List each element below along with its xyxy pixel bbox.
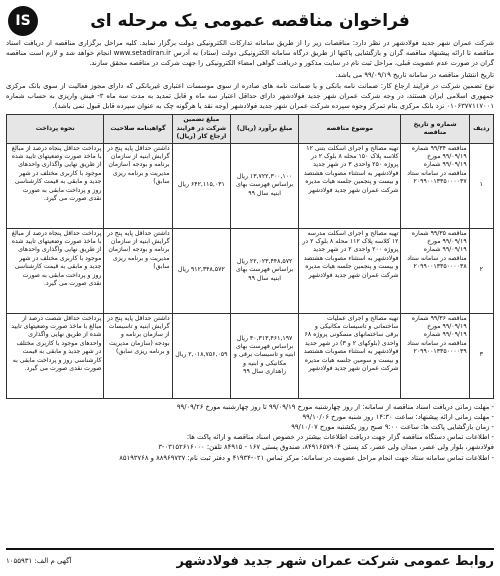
col-header-row-number: ردیف (469, 115, 493, 143)
estimate-amount: ۱۳,۷۲۲,۳۰۰,۱۰۰ ریال براساس فهرست بهای ابنیه سال ۹۹ (231, 143, 299, 228)
tender-number: مناقصه ۹۹/۳۴ شماره ۹۹/۰۹/۱۹ مورخ ۹۹/۰۹/۱۹ شماره مناقصه در سامانه ستاد ۲۰۹۹۰۰۱۳۳۵۰۰۰۰۳۷ (401, 143, 469, 228)
qualification: داشتن حداقل پایه پنج در گرایش ابنیه از سازمان برنامه و بودجه (سازمان مدیریت و برنامه ریزی سابق) (104, 228, 172, 313)
qualification: داشتن حداقل پایه پنج در گرایش ابنیه از سازمان برنامه و بودجه (سازمان مدیریت و برنامه ریزی سابق) (104, 143, 172, 228)
footer-setad-contact: - اطلاعات تماس سامانه ستاد جهت انجام مراحل عضویت در سامانه: مرکز تماس ۰۲۱-۴۱۹۳۴ و دفتر ثبت نام: ۸۸۹۶۹۷۳۷ و ۸۵۱۹۳۷۶۸ (119, 453, 494, 462)
intro-paragraph-2: تاریخ انتشار مناقصه در سامانه تاریخ ۹۹/۰۹/۱۹ می باشد. (335, 70, 494, 79)
footer-section (6, 402, 494, 463)
intro-paragraph-3: نوع تضمین شرکت در فرایند ارجاع کار: ضمانت نامه بانکی و یا ضمانت نامه های صادره از سوی موسسات اعتباری غیربانکی که دارای مجوز فعالیت از سوی بانک مرکزی جمهوری اسلامی ایران هستند، در وجه شرکت عمران شهر جدید فولادشهر دارای حداقل اعتبار سه ماه و قابل تمدید به مدت سه ماه ۳- فیش واریزی به حساب شماره ۰۱۰۶۳۷۷۱۱۷۰۰۱ نزد بانک مرکزی بنام تمرکز وجوه سپرده شرکت عمران شهر جدید فولادشهر (وجه نقد یا هرگونه چک به عنوان سپرده قابل قبول نمی باشد). (6, 81, 495, 111)
col-header-payment: نحوه پرداخت (7, 115, 104, 143)
table-row (7, 143, 494, 228)
tender-subject: تهیه مصالح و اجرای اسکلت بتنی ۱۲ کلاسه پلاک ۱۵۰ محله ۸ بلوک ۲ در پروژه ۲۵۰ واحدی ۳ در شهر جدید فولادشهر به استثناء مصوبات هشتصد و بیست و پنجمین جلسه هیات مدیره شرکت عمران شهر جدید فولادشهر (299, 143, 401, 228)
tender-number: مناقصه ۹۹/۳۶ شماره ۹۹/۰۹/۱۹ مورخ ۹۹/۰۹/۱۹ شماره مناقصه در سامانه ستاد ۲۰۹۹۰۰۱۳۳۵۰۰۰۰۳۹ (401, 313, 469, 398)
intro-section (6, 38, 494, 111)
col-header-guarantee: مبلغ تضمین شرکت در فرایند ارجاع کار (ریال) (172, 115, 230, 143)
footer-address: فولادشهر، بلوار ولی عصر، میدان ولی عصر، کد پستی ۸۴۹۱۶۵۷۹۰۴، صندوق پستی ۱۶۷ - ۸۴۹۱۵ تلفن: ۰۳۱۵۲۶۱۶۰۰۰-۳ (158, 443, 494, 452)
guarantee-amount: ۹۱۲,۳۴۸,۵۷۲ ریال (172, 228, 230, 313)
organization-name: روابط عمومی شرکت عمران شهر جدید فولادشهر (176, 553, 494, 569)
tender-subject: تهیه مصالح و اجرای اسکلت مدرسه ۱۲ کلاسه پلاک ۱۱۲ محله ۸ بلوک ۲ در پروژه ۲۰۰ واحدی ۲ در شهر جدید فولادشهر به استثناء مصوبات هشتصد و بیست و پنجمین جلسه هیات مدیره شرکت عمران شهر جدید فولادشهر (299, 228, 401, 313)
table-row (7, 228, 494, 313)
row-number: ۲ (469, 228, 493, 313)
estimate-amount: ۴۰,۳۱۳,۴۶۱,۱۹۷ ریال براساس فهرست بهای ابنیه و تاسیسات برقی و مکانیکی و ابنیه و راهداری سال ۹۹ (231, 313, 299, 398)
company-logo (8, 6, 38, 36)
table-row (7, 313, 494, 398)
table-header-row (7, 115, 494, 143)
col-header-qualification: گواهینامه صلاحیت (104, 115, 172, 143)
estimate-amount: ۲۲,۰۲۳,۴۴۸,۵۷۲ ریال براساس فهرست بهای ابنیه سال ۹۹ (231, 228, 299, 313)
tender-subject: تهیه مصالح و اجرای عملیات ساختمانی و تاسیسات مکانیکی و برقی ساختمانهای مسکونی پروژه ۶۸ واحدی (بلوکهای ۲ و ۳) در شهر جدید فولادشهر به استثناء مصوبات هشتصد و بیست و سومین جلسه هیات مدیره شرکت عمران شهر جدید فولادشهر (299, 313, 401, 398)
payment-method: پرداخت حداقل پنجاه درصد از مبالغ با ماخذ صورت وضعیتهای تایید شده از طریق نهایی واگذاری واحدهای موجود با کاربری مختلف در شهر جدید و مابقی به قیمت کارشناسی روز و پرداخت مابقی به صورت نقدی صورت می گیرد. (7, 143, 104, 228)
footer-document-deadline: - مهلت زمانی دریافت اسناد مناقصه از سامانه: از روز چهارشنبه مورخ ۹۹/۰۹/۱۹ تا روز چهارشنبه مورخ ۹۹/۰۹/۲۶ (176, 402, 494, 411)
ad-number: آگهی م الف: ۱۰۵۵۹۳۱ (6, 557, 72, 565)
payment-method: پرداخت حداقل پنجاه درصد از مبالغ با ماخذ صورت وضعیتهای تایید شده از طریق نهایی واگذاری واحدهای موجود با کاربری مختلف در شهر جدید و مابقی به قیمت کارشناسی روز و پرداخت مابقی به صورت نقدی صورت می گیرد. (7, 228, 104, 313)
footer-opening-time: - زمان بازگشایی پاکت ها: ساعت ۹:۰۰ صبح روز یکشنبه مورخ ۹۹/۱۰/۰۷ (291, 423, 494, 432)
page-title: فراخوان مناقصه عمومی یک مرحله ای (90, 11, 410, 31)
col-header-tender-number: شماره و تاریخ مناقصه (401, 115, 469, 143)
bottom-bar (6, 548, 494, 572)
tender-table (6, 114, 494, 398)
col-header-subject: موضوع مناقصه (299, 115, 401, 143)
payment-method: پرداخت حداقل شصت درصد از مبالغ با ماخذ صورت وضعیتهای تایید شده از طریق نهایی واگذاری واحدهای موجود با کاربری مختلف در شهر جدید و مابقی به قیمت کارشناسی روز و پرداخت مابقی به صورت نقدی صورت می گیرد. (7, 313, 104, 398)
intro-paragraph-1: شرکت عمران شهر جدید فولادشهر در نظر دارد: مناقصات زیر را از طریق سامانه تدارکات الکترونیکی دولت برگزار نماید. کلیه مراحل برگزاری مناقصه از دریافت اسناد مناقصه تا ارائه پیشنهاد مناقصه گران و بازگشایی پاکتها از طریق درگاه سامانه الکترونیکی دولت (ستاد) به آدرس www.setadiran.ir انجام خواهد شد و لازم است مناقصه گران در صورت عدم عضویت قبلی، مراحل ثبت نام در سایت مذکور و دریافت گواهی امضاء الکترونیکی را جهت شرکت در مناقصه محقق سازند. (6, 39, 494, 68)
guarantee-amount: ۶۴۲,۱۱۵,۰۳۱ ریال (172, 143, 230, 228)
footer-contact-heading: - اطلاعات تماس دستگاه مناقصه گزار جهت دریافت اطلاعات بیشتر در خصوص اسناد مناقصه و ارائه پاکت ها: (186, 433, 494, 442)
row-number: ۳ (469, 313, 493, 398)
col-header-estimate: مبلغ برآورد (ریال) (231, 115, 299, 143)
qualification: داشتن حداقل پایه پنج در گرایش ابنیه و تاسیسات از سازمان برنامه و بودجه (سازمان مدیریت و برنامه ریزی سابق) (104, 313, 172, 398)
logo-text: IS (15, 13, 31, 29)
tender-number: مناقصه ۹۹/۳۵ شماره ۹۹/۰۹/۱۹ مورخ ۹۹/۰۹/۱۹ شماره مناقصه در سامانه ستاد ۲۰۹۹۰۰۱۳۳۵۰۰۰۰۳۸ (401, 228, 469, 313)
guarantee-amount: ۲,۰۱۸,۷۵۶,۰۵۹ ریال (172, 313, 230, 398)
row-number: ۱ (469, 143, 493, 228)
header (6, 4, 494, 38)
footer-submission-deadline: - مهلت زمانی ارائه پیشنهاد: ساعت ۱۴:۳۰ روز شنبه مورخ ۹۹/۱۰/۰۶ (302, 412, 494, 421)
